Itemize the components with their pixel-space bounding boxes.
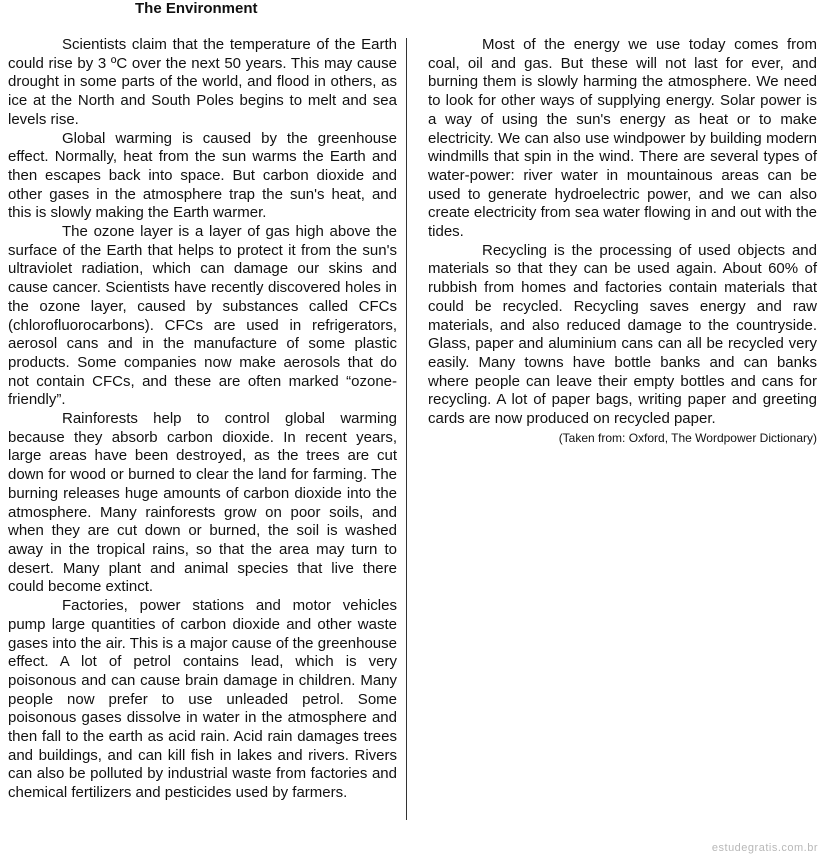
right-text-column (428, 36, 817, 447)
column-divider (406, 38, 407, 820)
paragraph-global-warming: Global warming is caused by the greenhouse effect. Normally, heat from the sun warms the Earth and then escapes back into space. But carbon dioxide and other gases in the atmosphere trap the sun's heat, and this is slowly making the Earth warmer. (8, 129, 397, 222)
paragraph-rainforests: Rainforests help to control global warming because they absorb carbon dioxide. In recent years, large areas have been destroyed, as the trees are cut down for wood or burned to clear the land for farming. The burning releases huge amounts of carbon dioxide into the atmosphere. Many rainforests grow on poor soils, and when they are cut down or burned, the soil is washed away in the tropical rains, so that the area may turn to desert. Many plant and animal species that live there could become extinct. (8, 410, 397, 596)
paragraph-temperature: Scientists claim that the temperature of the Earth could rise by 3 ºC over the next 50 years. This may cause drought in some parts of the world, and flood in others, as ice at the North and South Poles begins to melt and sea levels rise. (8, 36, 397, 128)
source-citation: (Taken from: Oxford, The Wordpower Dictionary) (558, 430, 817, 445)
paragraph-recycling: Recycling is the processing of used objects and materials so that they can be used again. About 60% of rubbish from homes and factories contain materials that could be recycled. Recycling saves energy and raw materials, and also reduced damage to the countryside. Glass, paper and aluminium cans can all be recycled very easily. Many towns have bottle banks and can banks where people can leave their empty bottles and cans for recycling. A lot of paper bags, writing paper and greeting cards are now produced on recycled paper. (428, 241, 817, 428)
document-title: The Environment (135, 0, 258, 17)
paragraph-energy: Most of the energy we use today comes from coal, oil and gas. But these will not last for ever, and burning them is slowly harming the atmosphere. We need to look for other ways of supplying energy. Solar power is a way of using the sun's energy as heat or to make electricity. We can also use windpower by building modern windmills that spin in the wind. There are several types of water-power: river water in mountainous areas can be used to generate hydroelectric power, and we can also create electricity from sea water flowing in and out with the tides. (428, 36, 817, 241)
left-text-column (8, 36, 397, 803)
paragraph-ozone-layer: The ozone layer is a layer of gas high above the surface of the Earth that helps to protect it from the sun's ultraviolet radiation, which can damage our skins and cause cancer. Scientists have recently discovered holes in the ozone layer, caused by substances called CFCs (chlorofluorocarbons). CFCs are used in refrigerators, aerosol cans and in the manufacture of some plastic products. Some companies now make aerosols that do not contain CFCs, and these are often marked “ozone-friendly”. (8, 223, 397, 409)
paragraph-factories: Factories, power stations and motor vehicles pump large quantities of carbon dioxide and other waste gases into the air. This is a major cause of the greenhouse effect. A lot of petrol contains lead, which is very poisonous and can cause brain damage in children. Many people now prefer to use unleaded petrol. Some poisonous gases dissolve in water in the atmosphere and then fall to the earth as acid rain. Acid rain damages trees and buildings, and can kill fish in lakes and rivers. Rivers can also be polluted by industrial waste from factories and chemical fertilizers and pesticides used by farmers. (8, 597, 397, 802)
watermark: estudegratis.com.br (711, 842, 818, 854)
